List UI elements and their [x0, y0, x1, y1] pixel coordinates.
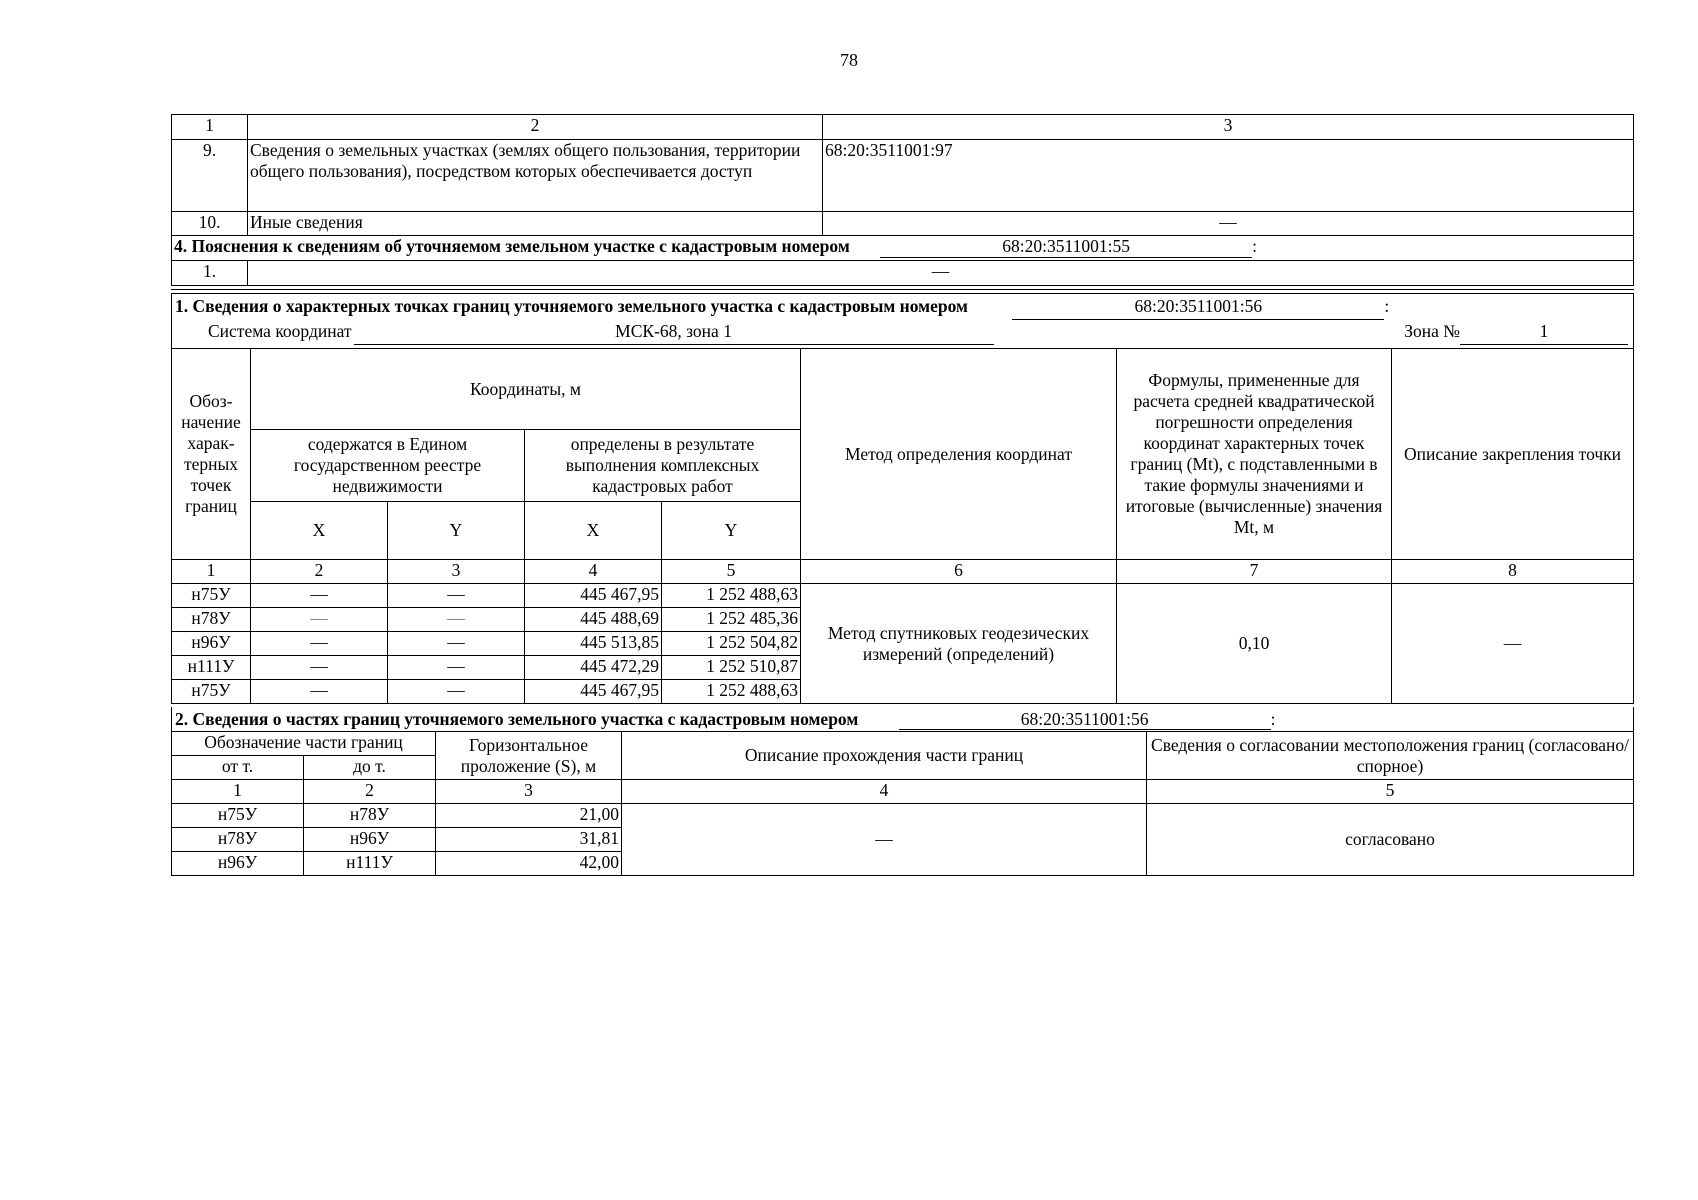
row-label: Иные сведения — [248, 212, 823, 236]
row-label: Сведения о земельных участках (землях общего пользования, территории общего пользования), посредством которых обеспечивается доступ — [248, 140, 823, 212]
point-x1: — — [251, 656, 388, 680]
point-x2: 445 467,95 — [525, 680, 662, 704]
passage-header: Описание прохождения части границ — [622, 732, 1147, 780]
mt-value: 0,10 — [1117, 584, 1392, 704]
agreement-header: Сведения о согласовании местоположения границ (согласовано/спорное) — [1147, 732, 1634, 780]
horizontal-header: Горизонтальное проложение (S), м — [436, 732, 622, 780]
col-number: 7 — [1117, 560, 1392, 584]
point-y1: — — [388, 656, 525, 680]
top-table — [171, 114, 1634, 236]
point-name: н111У — [172, 656, 251, 680]
y-header: Y — [662, 502, 801, 560]
row-number: 10. — [172, 212, 248, 236]
section2-title: 2. Сведения о частях границ уточняемого земельного участка с кадастровым номером — [175, 709, 859, 729]
y-header: Y — [388, 502, 525, 560]
col-number: 6 — [801, 560, 1117, 584]
horizontal-value: 42,00 — [436, 852, 622, 876]
section4 — [171, 235, 1634, 286]
col-number: 1 — [172, 780, 304, 804]
row-number: 9. — [172, 140, 248, 212]
to-point: н78У — [304, 804, 436, 828]
page-number: 78 — [840, 50, 858, 70]
coord-system-value: МСК-68, зона 1 — [354, 319, 994, 345]
col-number: 4 — [525, 560, 662, 584]
part-header: Обозначение части границ — [172, 732, 436, 756]
header-cell: 1 — [172, 115, 248, 140]
section2-header — [171, 707, 1634, 731]
col-number: 4 — [622, 780, 1147, 804]
section2 — [171, 707, 1634, 876]
point-y2: 1 252 488,63 — [662, 680, 801, 704]
from-header: от т. — [172, 756, 304, 780]
method-value: Метод спутниковых геодезических измерений (определений) — [801, 584, 1117, 704]
to-point: н111У — [304, 852, 436, 876]
point-x2: 445 488,69 — [525, 608, 662, 632]
point-name: н75У — [172, 584, 251, 608]
row-value: — — [248, 261, 1634, 286]
header-cell: 3 — [823, 115, 1634, 140]
point-y2: 1 252 510,87 — [662, 656, 801, 680]
colon: : — [1384, 296, 1390, 316]
method-header: Метод определения координат — [801, 349, 1117, 560]
point-x2: 445 467,95 — [525, 584, 662, 608]
description-value: — — [1392, 584, 1634, 704]
to-point: н96У — [304, 828, 436, 852]
section4-cadastral: 68:20:3511001:55 — [880, 236, 1252, 258]
point-x1: — — [251, 632, 388, 656]
from-point: н96У — [172, 852, 304, 876]
section1-header — [171, 293, 1634, 348]
coord-system-label: Система координат — [208, 321, 352, 341]
col-number: 2 — [251, 560, 388, 584]
row-value: — — [823, 212, 1634, 236]
col-number: 3 — [436, 780, 622, 804]
point-y1: — — [388, 608, 525, 632]
header-cell: 2 — [248, 115, 823, 140]
table-row — [172, 584, 1634, 608]
row-number: 1. — [172, 261, 248, 286]
point-name: н78У — [172, 608, 251, 632]
col-number: 5 — [662, 560, 801, 584]
point-y1: — — [388, 632, 525, 656]
col-number: 1 — [172, 560, 251, 584]
table-row — [172, 804, 1634, 828]
point-y1: — — [388, 584, 525, 608]
point-y1: — — [388, 680, 525, 704]
section1-title: 1. Сведения о характерных точках границ уточняемого земельного участка с кадастровым номером — [175, 296, 968, 316]
from-point: н75У — [172, 804, 304, 828]
result-header: определены в результате выполнения комплексных кадастровых работ — [525, 430, 801, 502]
point-x2: 445 513,85 — [525, 632, 662, 656]
col-number: 5 — [1147, 780, 1634, 804]
horizontal-value: 31,81 — [436, 828, 622, 852]
section1 — [171, 293, 1634, 704]
from-point: н78У — [172, 828, 304, 852]
egrn-header: содержатся в Едином государственном реестре недвижимости — [251, 430, 525, 502]
point-name: н96У — [172, 632, 251, 656]
formulas-header: Формулы, примененные для расчета средней квадратической погрешности определения координат характерных точек границ (Mt), с подставленными в такие формулы значениями и итоговые (вычисленные) значения Mt, м — [1117, 349, 1392, 560]
designation-header: Обоз-начение харак-терных точек границ — [172, 349, 251, 560]
section1-cadastral: 68:20:3511001:56 — [1012, 294, 1384, 320]
row-value: 68:20:3511001:97 — [823, 140, 1634, 212]
point-x2: 445 472,29 — [525, 656, 662, 680]
zone-value: 1 — [1460, 319, 1628, 345]
separator — [171, 289, 1634, 290]
zone-label: Зона № — [1404, 321, 1460, 341]
agreement-value: согласовано — [1147, 804, 1634, 876]
horizontal-value: 21,00 — [436, 804, 622, 828]
col-number: 2 — [304, 780, 436, 804]
col-number: 3 — [388, 560, 525, 584]
coords-header: Координаты, м — [251, 349, 801, 430]
passage-value: — — [622, 804, 1147, 876]
point-x1: — — [251, 680, 388, 704]
section4-title: 4. Пояснения к сведениям об уточняемом земельном участке с кадастровым номером — [174, 236, 850, 256]
point-y2: 1 252 485,36 — [662, 608, 801, 632]
colon: : — [1270, 709, 1276, 729]
section2-cadastral: 68:20:3511001:56 — [899, 709, 1271, 730]
point-x1: — — [251, 584, 388, 608]
to-header: до т. — [304, 756, 436, 780]
col-number: 8 — [1392, 560, 1634, 584]
point-y2: 1 252 488,63 — [662, 584, 801, 608]
description-header: Описание закрепления точки — [1392, 349, 1634, 560]
point-y2: 1 252 504,82 — [662, 632, 801, 656]
x-header: X — [251, 502, 388, 560]
colon: : — [1252, 236, 1257, 256]
point-name: н75У — [172, 680, 251, 704]
x-header: X — [525, 502, 662, 560]
section4-title-row — [172, 236, 1634, 261]
point-x1: — — [251, 608, 388, 632]
